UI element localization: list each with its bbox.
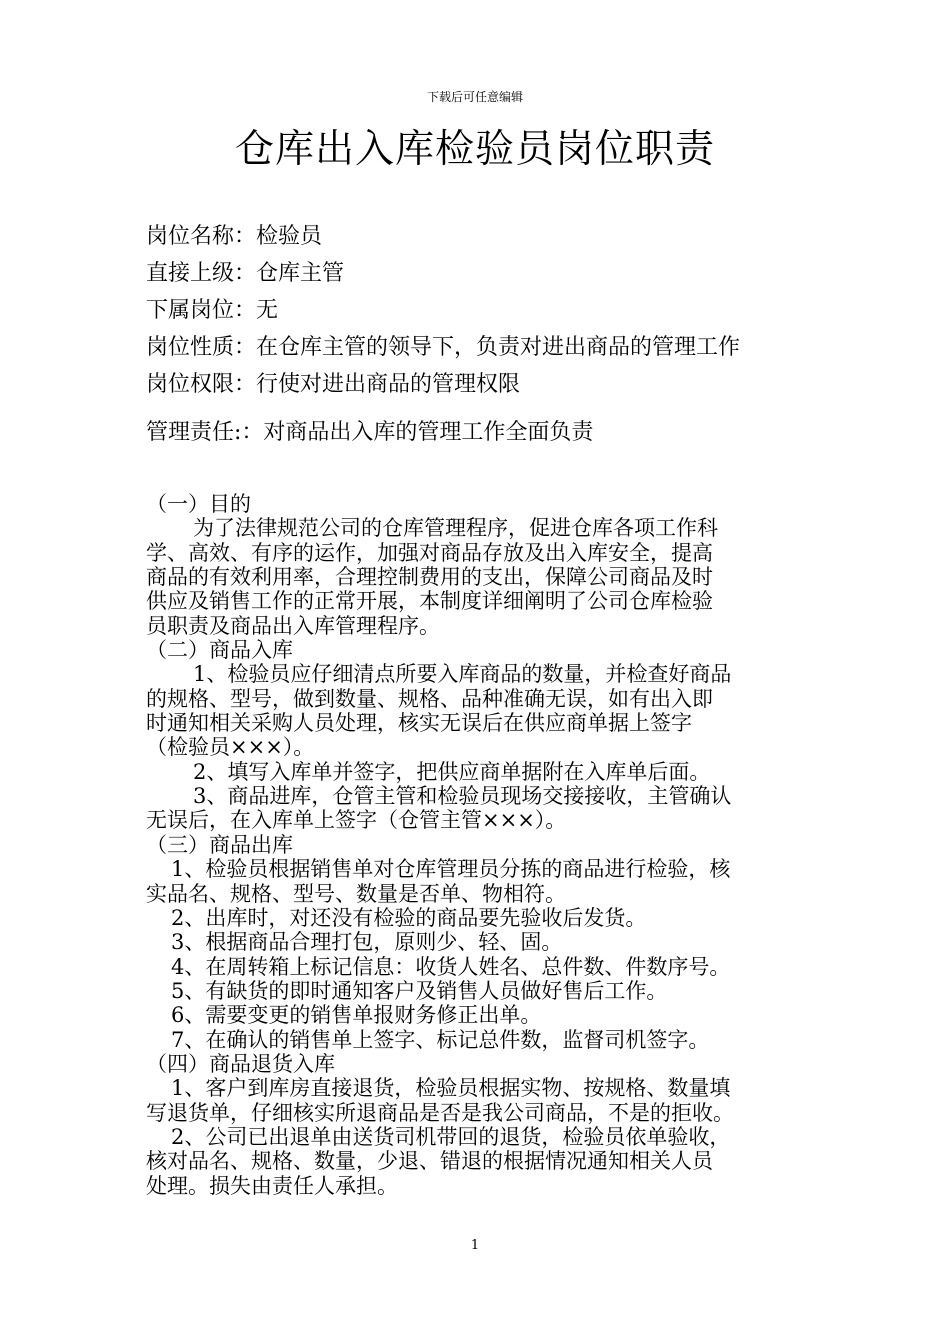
job-info-list [146, 218, 846, 403]
body-line: 为了法律规范公司的仓库管理程序，促进仓库各项工作科 [193, 516, 718, 541]
body-line: 1、检验员应仔细清点所要入库商品的数量，并检查好商品 [193, 662, 732, 687]
body-line: 1、客户到库房直接退货，检验员根据实物、按规格、数量填 [171, 1076, 731, 1101]
body-line: 2、公司已出退单由送货司机带回的退货，检验员依单验收， [171, 1124, 731, 1149]
body-line: （三）商品出库 [146, 832, 293, 857]
page-title: 仓库出入库检验员岗位职责 [234, 127, 715, 172]
body-line: 7、在确认的销售单上签字、标记总件数，监督司机签字。 [171, 1027, 710, 1052]
info-responsibility: 管理责任:：对商品出入库的管理工作全面负责 [146, 420, 594, 445]
body-line: （检验员×××）。 [146, 735, 315, 760]
page-number: 1 [470, 1238, 480, 1253]
info-job-authority: 岗位权限：行使对进出商品的管理权限 [146, 372, 521, 397]
body-line: （四）商品退货入库 [146, 1051, 335, 1076]
body-line: （一）目的 [146, 492, 251, 516]
body-line: 写退货单，仔细核实所退商品是否是我公司商品，不是的拒收。 [146, 1100, 734, 1125]
body-line: 3、根据商品合理打包，原则少、轻、固。 [171, 930, 563, 955]
info-direct-superior: 直接上级：仓库主管 [146, 261, 345, 286]
body-line: 4、在周转箱上标记信息：收货人姓名、总件数、件数序号。 [171, 954, 731, 979]
body-line: 核对品名、规格、数量，少退、错退的根据情况通知相关人员 [146, 1149, 713, 1174]
body-line: 处理。损失由责任人承担。 [146, 1173, 398, 1198]
body-line: 3、商品进库，仓管主管和检验员现场交接接收，主管确认 [193, 784, 732, 809]
info-job-name: 岗位名称：检验员 [146, 224, 323, 249]
header-note: 下载后可任意编辑 [426, 90, 523, 104]
body-line: 学、高效、有序的运作，加强对商品存放及出入库安全，提高 [146, 540, 713, 565]
body-line: 的规格、型号，做到数量、规格、品种准确无误，如有出入即 [146, 686, 713, 711]
body-line: 6、需要变更的销售单报财务修正出单。 [171, 1003, 542, 1028]
body-line: 商品的有效利用率，合理控制费用的支出，保障公司商品及时 [146, 565, 713, 590]
body-line: 2、出库时，对还没有检验的商品要先验收后发货。 [171, 905, 647, 930]
body-text [146, 492, 808, 1198]
body-line: 供应及销售工作的正常开展，本制度详细阐明了公司仓库检验 [146, 589, 713, 614]
body-line: 2、填写入库单并签字，把供应商单据附在入库单后面。 [193, 759, 711, 784]
body-line: （二）商品入库 [146, 638, 293, 663]
body-line: 实品名、规格、型号、数量是否单、物相符。 [146, 881, 566, 906]
body-line: 1、检验员根据销售单对仓库管理员分拣的商品进行检验，核 [171, 857, 731, 882]
body-line: 无误后，在入库单上签字（仓管主管×××）。 [146, 808, 567, 833]
body-line: 5、有缺货的即时通知客户及销售人员做好售后工作。 [171, 978, 668, 1003]
body-line: 员职责及商品出入库管理程序。 [146, 613, 440, 638]
body-line: 时通知相关采购人员处理，核实无误后在供应商单据上签字 [146, 711, 692, 736]
info-subordinates: 下属岗位：无 [146, 298, 279, 323]
info-job-nature: 岗位性质：在仓库主管的领导下，负责对进出商品的管理工作 [146, 335, 741, 360]
responsibility-block [146, 414, 846, 451]
